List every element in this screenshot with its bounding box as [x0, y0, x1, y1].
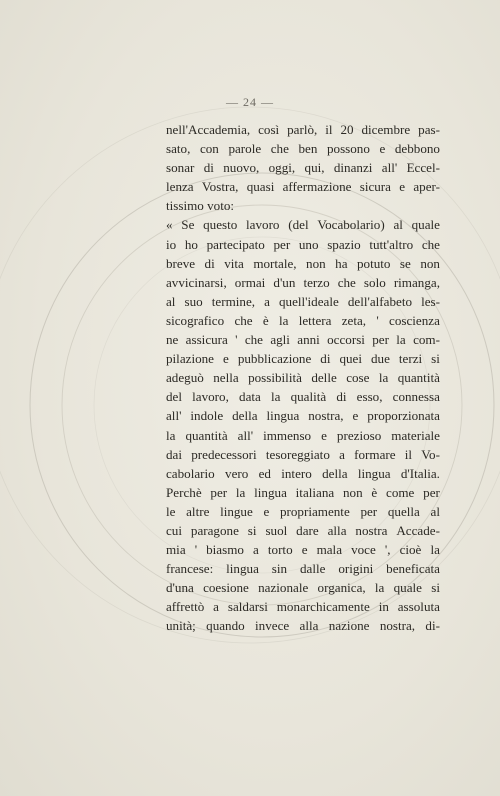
- text-line: pilazione e pubblicazione di quei due terzi si: [166, 351, 440, 367]
- text-line: io ho partecipato per uno spazio tutt'altro che: [166, 236, 440, 252]
- text-line: francese: lingua sin dalle origini beneficata: [166, 561, 440, 577]
- text-line: lenza Vostra, quasi affermazione sicura e aper-: [166, 179, 440, 195]
- text-line: breve di vita mortale, non ha potuto se non: [166, 255, 440, 271]
- text-line: affrettò a saldarsi monarchicamente in assoluta: [166, 599, 440, 615]
- text-line: dai predecessori tesoreggiato a formare il Vo-: [166, 446, 440, 462]
- text-line: del lavoro, data la qualità di esso, connessa: [166, 389, 440, 405]
- text-line: « Se questo lavoro (del Vocabolario) al quale: [166, 217, 440, 233]
- text-line: sicografico che è la lettera zeta, ' coscienza: [166, 312, 440, 328]
- text-line: nell'Accademia, così parlò, il 20 dicembre pas-: [166, 122, 440, 137]
- text-line: cui paragone si suol dare alla nostra Accade-: [166, 522, 440, 538]
- body-text: [166, 120, 440, 636]
- page-number: — 24 —: [226, 95, 274, 109]
- text-line: mia ' biasmo a torto e mala voce ', cioè la: [166, 542, 440, 558]
- text-line: la quantità all' immenso e prezioso materiale: [166, 427, 440, 443]
- text-line: sato, con parole che ben possono e debbono: [166, 141, 440, 157]
- text-line: al suo termine, a quell'ideale dell'alfabeto les-: [166, 293, 440, 309]
- text-line: ne assicura ' che agli anni occorsi per la com-: [166, 332, 440, 348]
- text-line: d'una coesione nazionale organica, la quale si: [166, 580, 440, 596]
- text-line: cabolario vero ed intero della lingua d'Italia.: [166, 465, 440, 481]
- text-line: sonar di nuovo, oggi, qui, dinanzi all' Eccel-: [166, 160, 440, 176]
- text-line: tissimo voto:: [166, 198, 235, 214]
- text-line: Perchè per la lingua italiana non è come per: [166, 484, 440, 500]
- text-line: avvicinarsi, ormai d'un terzo che solo rimanga,: [166, 274, 440, 290]
- text-line: all' indole della lingua nostra, e proporzionata: [166, 408, 440, 424]
- text-line: adeguò nella possibilità delle cose la quantità: [166, 370, 440, 386]
- text-line: le altre lingue e propriamente per quella al: [166, 503, 440, 519]
- text-line: unità; quando invece alla nazione nostra, di-: [166, 618, 440, 634]
